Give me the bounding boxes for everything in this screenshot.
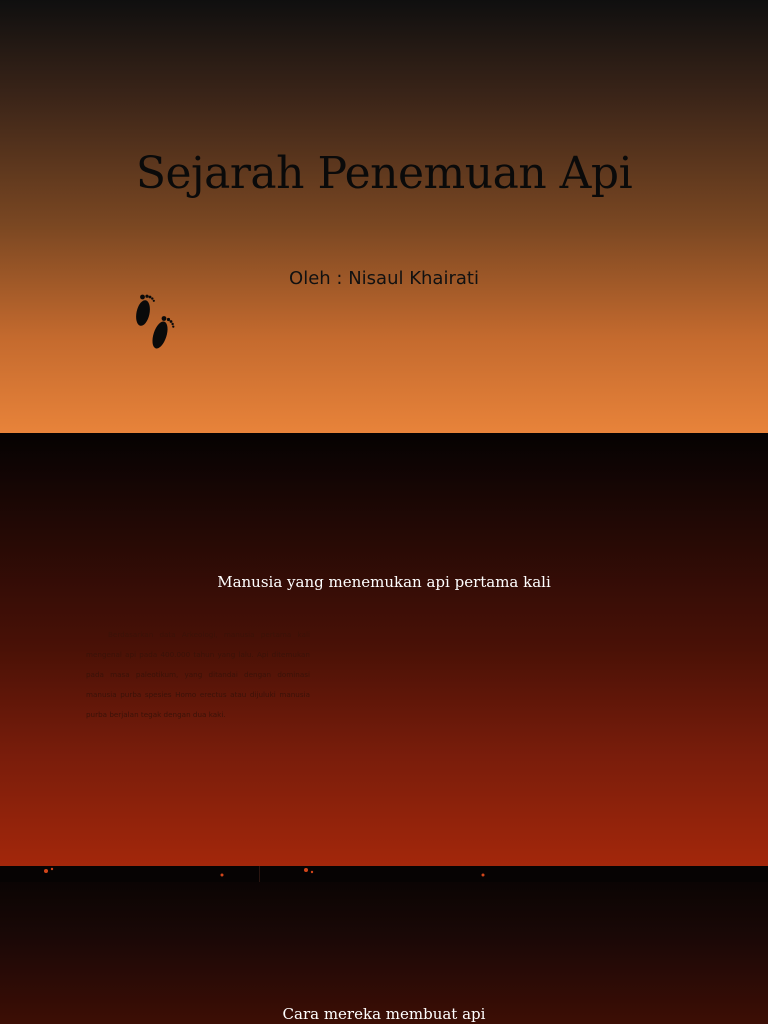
footprints-icon	[128, 290, 178, 354]
footprint-left-toe	[151, 297, 153, 299]
footprint-right-toe	[170, 320, 173, 323]
footprint-left-toe	[145, 295, 148, 298]
footprint-right-toe	[162, 316, 167, 321]
ember-spark	[311, 871, 313, 873]
footprint-left-toe	[153, 300, 155, 302]
footprint-right-toe	[171, 323, 173, 325]
footprint-right-toe	[167, 318, 170, 321]
ember-spark	[44, 869, 48, 873]
slide-2-heading: Manusia yang menemukan api pertama kali	[217, 573, 551, 591]
ember-spark	[51, 868, 53, 870]
footprint-right-toe	[172, 326, 174, 328]
strip-divider	[259, 866, 260, 882]
footprint-left-sole	[134, 299, 152, 327]
slide-2	[0, 433, 768, 866]
ember-spark	[482, 874, 485, 877]
ember-spark	[304, 868, 308, 872]
footprint-left-toe	[140, 295, 145, 300]
slide-3	[0, 866, 768, 1024]
footprint-right-sole	[149, 320, 170, 351]
slide-1-subtitle: Oleh : Nisaul Khairati	[289, 268, 479, 289]
slide-3-heading: Cara mereka membuat api	[282, 1005, 486, 1023]
footprint-left-toe	[149, 296, 152, 299]
slide-1	[0, 0, 768, 433]
ember-spark	[221, 874, 224, 877]
slide-2-body: Berdasarkan data Arkeologi, manusia pertama kali mengenal api pada 400.000 tahun yang lalu. Api ditemukan pada masa paleotikum, yang ditandai dengan dominasi manusia purba spesies Homo erectus atau dijuluki manusia purba berjalan tegak dengan dua kaki.	[86, 630, 310, 719]
slide-1-title: Sejarah Penemuan Api	[135, 148, 633, 199]
ember-sparks	[0, 866, 768, 882]
